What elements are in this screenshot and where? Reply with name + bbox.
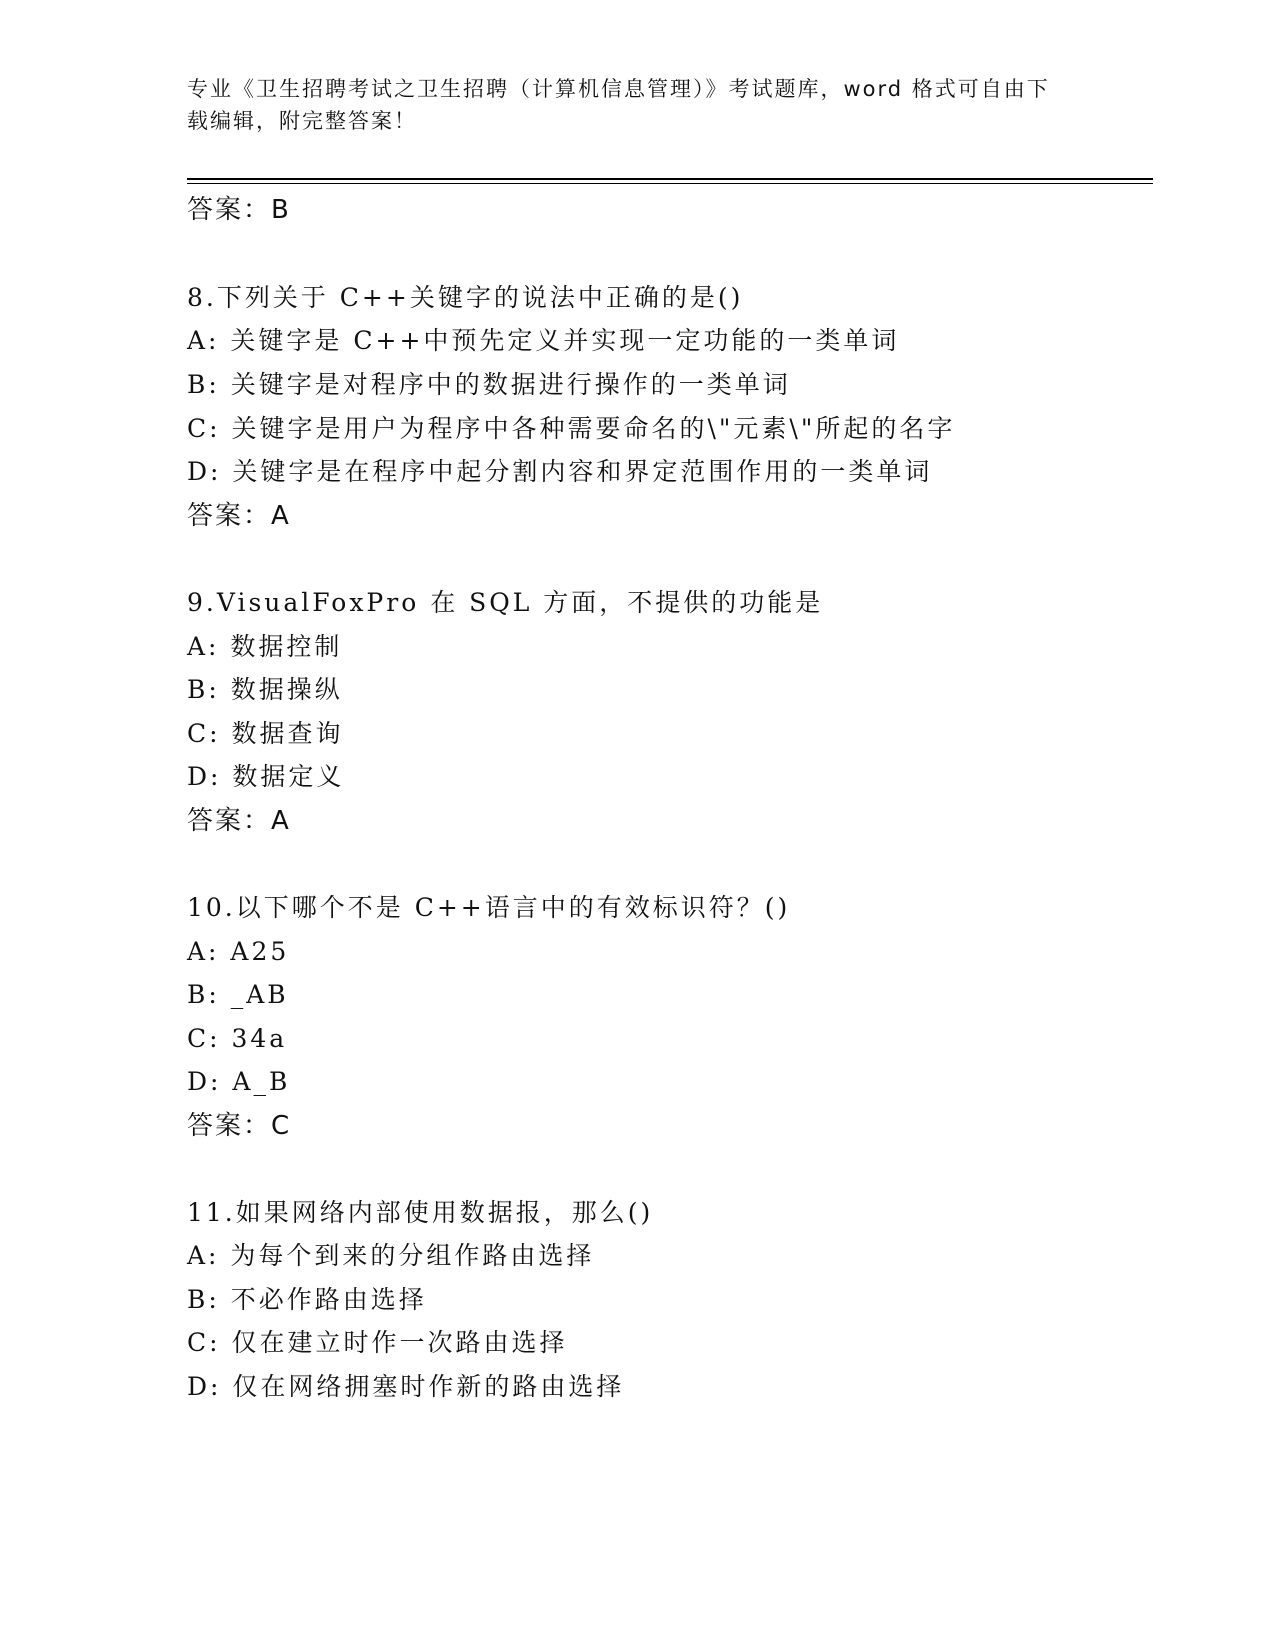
- question-11-option-a: A: 为每个到来的分组作路由选择: [187, 1241, 595, 1270]
- header-rule-thick: [187, 178, 1153, 180]
- header-rule-thin: [187, 183, 1153, 184]
- question-11-option-c: C: 仅在建立时作一次路由选择: [187, 1328, 568, 1357]
- question-9-option-c: C: 数据查询: [187, 719, 344, 748]
- question-11-stem: 11.如果网络内部使用数据报，那么(): [187, 1198, 654, 1227]
- previous-answer: 答案：B: [187, 195, 291, 225]
- question-10-answer: 答案：C: [187, 1111, 292, 1141]
- question-10-option-b: B: _AB: [187, 980, 289, 1009]
- question-9-option-a: A: 数据控制: [187, 632, 343, 661]
- question-10-option-c: C: 34a: [187, 1024, 288, 1053]
- question-8-option-a: A: 关键字是 C++中预先定义并实现一定功能的一类单词: [187, 326, 900, 355]
- question-11-option-d: D: 仅在网络拥塞时作新的路由选择: [187, 1372, 625, 1401]
- question-9-option-d: D: 数据定义: [187, 762, 345, 791]
- document-header: 专业《卫生招聘考试之卫生招聘（计算机信息管理）》考试题库，word 格式可自由下载编辑，附完整答案！: [187, 77, 1050, 133]
- question-11-option-b: B: 不必作路由选择: [187, 1285, 427, 1314]
- question-10-stem: 10.以下哪个不是 C++语言中的有效标识符？(): [187, 893, 791, 922]
- question-8-stem: 8.下列关于 C++关键字的说法中正确的是(): [187, 283, 744, 312]
- question-9-answer: 答案：A: [187, 806, 291, 836]
- question-10-option-a: A: A25: [187, 937, 290, 966]
- question-10-option-d: D: A_B: [187, 1067, 291, 1096]
- question-9-option-b: B: 数据操纵: [187, 675, 343, 704]
- question-8-option-b: B: 关键字是对程序中的数据进行操作的一类单词: [187, 370, 791, 399]
- question-9-stem: 9.VisualFoxPro 在 SQL 方面，不提供的功能是: [187, 588, 824, 617]
- question-8-option-c: C: 关键字是用户为程序中各种需要命名的\"元素\"所起的名字: [187, 414, 956, 443]
- question-8-option-d: D: 关键字是在程序中起分割内容和界定范围作用的一类单词: [187, 457, 933, 486]
- question-8-answer: 答案：A: [187, 501, 291, 531]
